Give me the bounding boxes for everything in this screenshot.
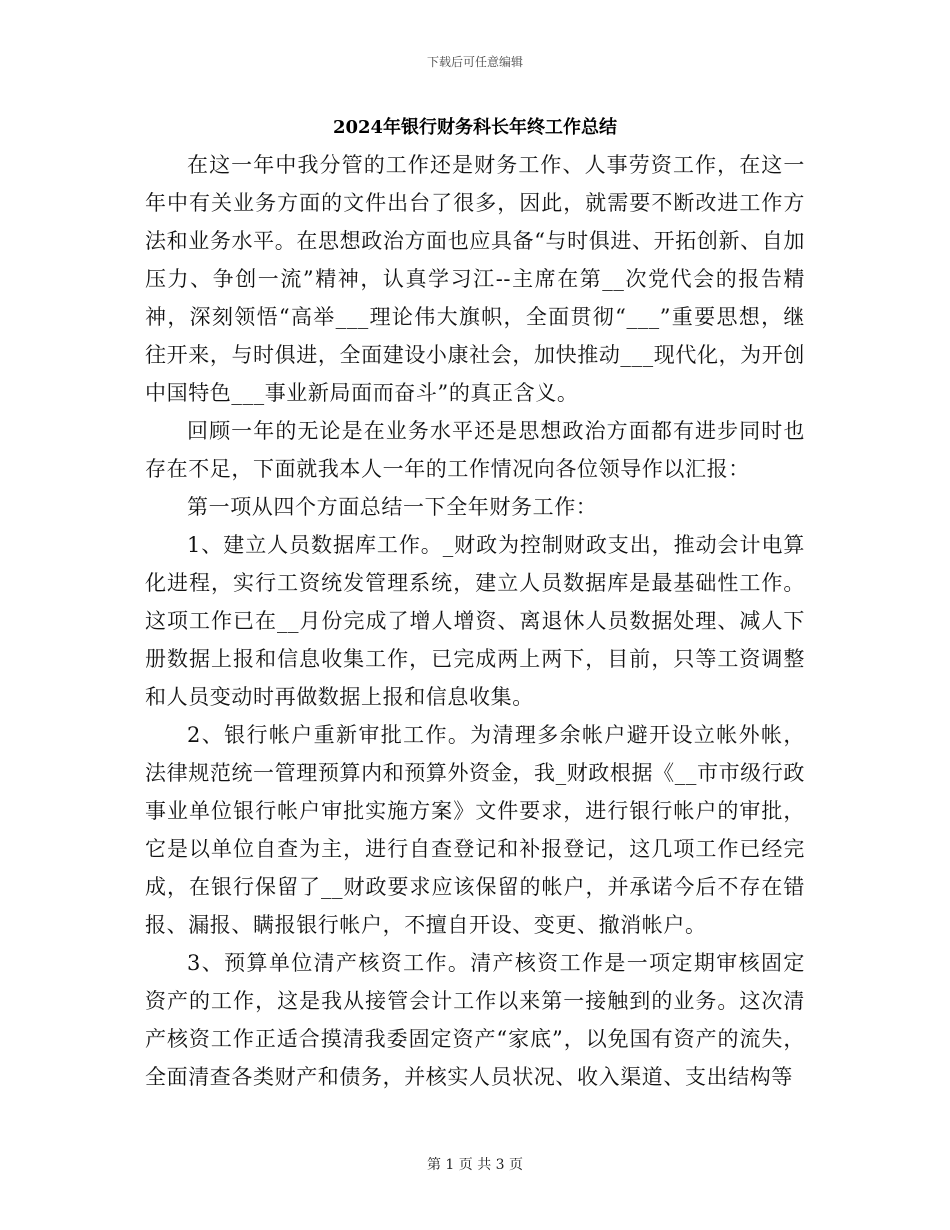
header-note: 下载后可任意编辑 xyxy=(426,55,523,69)
document-title: 2024年银行财务科长年终工作总结 xyxy=(332,117,618,138)
paragraph-section-heading: 第一项从四个方面总结一下全年财务工作： xyxy=(187,495,598,519)
document-body xyxy=(145,146,805,1096)
paragraph-review: 回顾一年的无论是在业务水平还是思想政治方面都有进步同时也存在不足，下面就我本人一年的工作情况向各位领导作以汇报： xyxy=(145,419,805,481)
paragraph-item-3: 3、预算单位清产核资工作。清产核资工作是一项定期审核固定资产的工作，这是我从接管会计工作以来第一接触到的业务。这次清产核资工作正适合摸清我委固定资产“家底”，以免国有资产的流失，全面清查各类财产和债务，并核实人员状况、收入渠道、支出结构等 xyxy=(145,951,805,1089)
paragraph-item-2: 2、银行帐户重新审批工作。为清理多余帐户避开设立帐外帐，法律规范统一管理预算内和预算外资金，我_财政根据《__市市级行政事业单位银行帐户审批实施方案》文件要求，进行银行帐户的审批，它是以单位自查为主，进行自查登记和补报登记，这几项工作已经完成，在银行保留了__财政要求应该保留的帐户，并承诺今后不存在错报、漏报、瞒报银行帐户，不擅自开设、变更、撤消帐户。 xyxy=(145,723,805,937)
page-number-footer: 第 1 页 共 3 页 xyxy=(426,1157,524,1173)
paragraph-item-1: 1、建立人员数据库工作。_财政为控制财政支出，推动会计电算化进程，实行工资统发管理系统，建立人员数据库是最基础性工作。这项工作已在__月份完成了增人增资、离退休人员数据处理、减人下册数据上报和信息收集工作，已完成两上两下，目前，只等工资调整和人员变动时再做数据上报和信息收集。 xyxy=(145,533,805,709)
paragraph-intro: 在这一年中我分管的工作还是财务工作、人事劳资工作，在这一年中有关业务方面的文件出台了很多，因此，就需要不断改进工作方法和业务水平。在思想政治方面也应具备“与时俱进、开拓创新、自加压力、争创一流”精神，认真学习江--主席在第__次党代会的报告精神，深刻领悟“高举___理论伟大旗帜，全面贯彻“___”重要思想，继往开来，与时俱进，全面建设小康社会，加快推动___现代化，为开创中国特色___事业新局面而奋斗”的真正含义。 xyxy=(145,153,805,405)
